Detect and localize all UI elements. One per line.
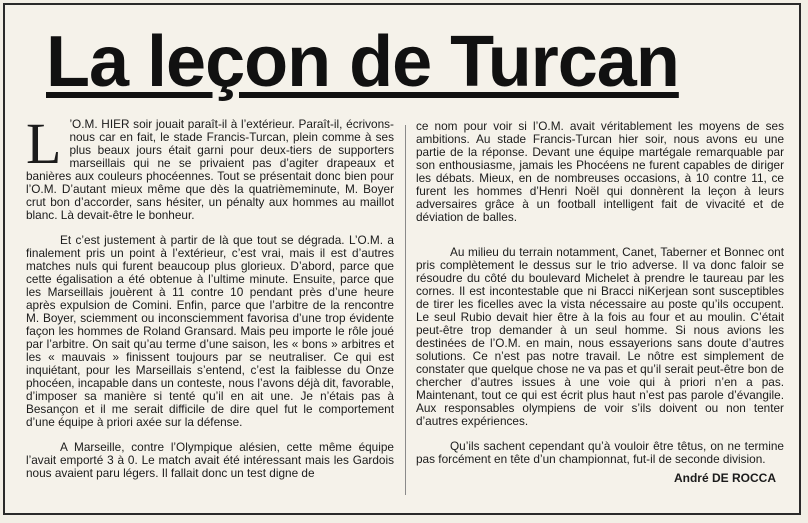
paragraph-2: Et c’est justement à partir de là que tout se dégrada. L’O.M. a finalement pris un point à l’extérieur, c’est vrai, mais il est d’autres matches nuls qui furent beaucoup plus glorieux. D’abord, parce que cette égalisation a été obtenue à l’ultime minute. Ensuite, parce que les Marseillais jouèrent à 11 contre 10 pendant près d’une heure après expulsion de Comini. Enfin, parce que l’arbitre de la rencontre M. Boyer, sciemment ou inconsciemment favorisa d’une trop évidente façon les hommes de Roland Gransard. Mais peu importe le rôle joué par l’arbitre. On sait qu’au terme d’une saison, les « bons » arbitres et les « mauvais » finissent toujours par se neutraliser. Ce qui est inquiétant, pour les Marseillais s’entend, c’est la faiblesse du Onze phocéen, incapable dans un conteste, nous l’avons déjà dit, favorable, d’imposer sa manière si tenté qu’il en ait une. Je n’étais pas à Besançon et il me serait difficile de dire quel fut le comportement d’une équipe à priori axée sur la défense.: [26, 233, 394, 429]
left-column: [26, 111, 394, 480]
paragraph-5: Au milieu du terrain notamment, Canet, Taberner et Bonnec ont pris complètement le dessus sur le trio adverse. Il va donc faloir se résoudre du côté du boulevard Michelet à prendre le taureau par les cornes. Il est incontestable que ni Bracci niKerjean sont susceptibles de tirer les ficelles avec la vista nécessaire au poste qu’ils occupent. Le seul Rubio devait hier être à la fois au four et au moulin. C’était peut-être trop demander à un seul homme. Si nous avions les destinées de l’O.M. en main, nous essayerions sans doute d’autres solutions. Ce n’est pas notre travail. Le nôtre est simplement de constater que quelque chose ne va pas et qu’il serait peut-être bon de chercher d’autres issues à une voie qui à priori n’en a pas. Maintenant, tout ce qui est écrit plus haut n’est pas parole d’évangile. Aux responsables olympiens de voir s’ils doivent ou non tenter d’autres expériences.: [416, 245, 784, 428]
paragraph-3: A Marseille, contre l’Olympique alésien, cette même équipe l’avait emporté 3 à 0. Le match avait été intéressant mais les Gardois nous avaient paru légers. Il fallait donc un test digne de: [26, 440, 394, 480]
paragraph-1-text: ’O.M. HIER soir jouait paraît-il à l’extérieur. Paraît-il, écrivons-nous car en fait, le stade Francis-Turcan, plein comme à ses plus beaux jours était garni pour deux-tiers de supporters marseillais qui ne se privaient pas d’agiter drapeaux et banières aux couleurs phocéennes. Tout se présentait donc bien pour l’O.M. D’autant mieux même que dès la quatrièmeminute, M. Boyer crut bon d’accorder, sans hésiter, un pénalty aux hommes au maillot blanc. Là devait-être le bonheur.: [26, 117, 394, 222]
headline: La leçon de Turcan: [46, 22, 679, 102]
paragraph-1: [26, 111, 394, 222]
right-column: [416, 120, 784, 485]
paragraph-4: ce nom pour voir si l’O.M. avait véritablement les moyens de ses ambitions. Au stade Francis-Turcan hier soir, nous avons eu une partie de la réponse. Devant une équipe martégale remarquable par son enthousiasme, jamais les Phocéens ne furent capables de diriger les débats. Mieux, en de nombreuses occasions, à 10 contre 11, ce furent les hommes d’Henri Noël qui donnèrent la leçon à leurs adversaires grâce à un football intelligent fait de vivacité et de déviation de balles.: [416, 119, 784, 224]
paragraph-6: Qu’ils sachent cependant qu’à vouloir être têtus, on ne termine pas forcément en tête d’un championnat, fut-il de seconde division.: [416, 439, 784, 466]
column-divider: [405, 125, 406, 495]
author-signature: André DE ROCCA: [673, 471, 776, 485]
drop-cap: L: [26, 111, 62, 176]
